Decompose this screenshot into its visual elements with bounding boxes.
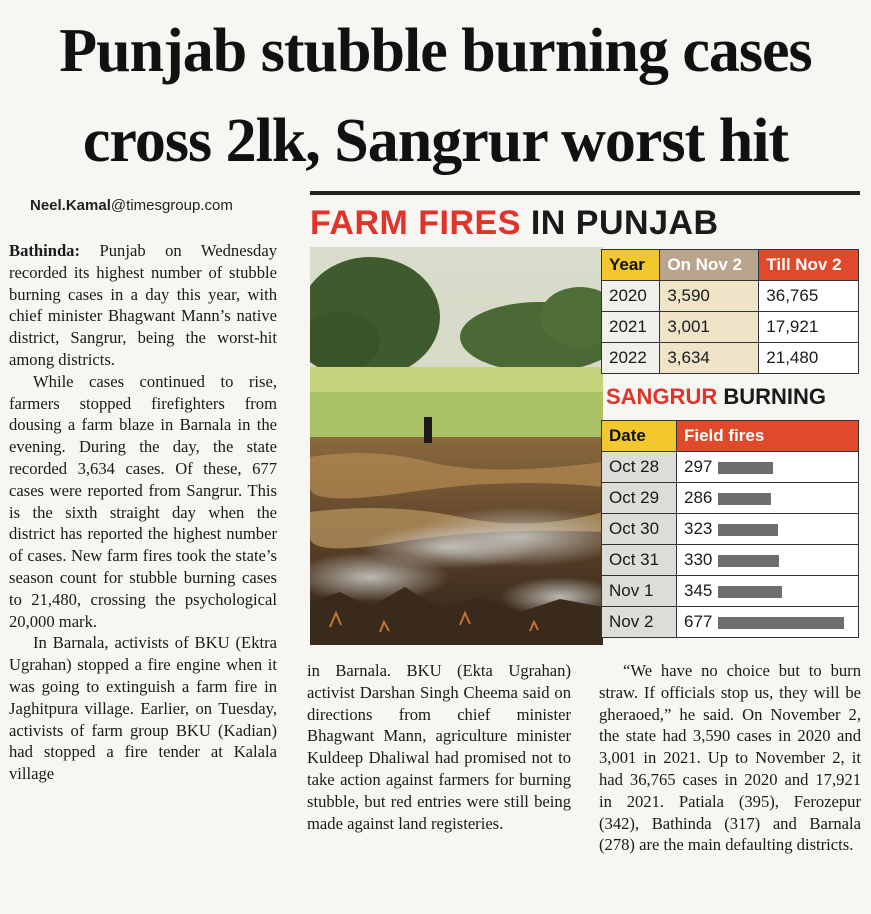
on-nov-2-cell: 3,001: [660, 312, 759, 343]
fires-bar: [718, 555, 779, 567]
graphic-title-black: IN PUNJAB: [530, 204, 719, 242]
dateline: Bathinda:: [9, 241, 81, 260]
byline-name: Neel.Kamal: [30, 197, 111, 214]
fires-value: 330: [684, 550, 713, 569]
fires-cell: [677, 483, 859, 514]
fires-cell: [677, 452, 859, 483]
fires-bar: [718, 617, 844, 629]
till-nov-2-cell: 17,921: [759, 312, 859, 343]
year-cell: 2020: [602, 281, 660, 312]
fires-bar: [718, 493, 771, 505]
fires-value: 345: [684, 581, 713, 600]
sangrur-subtitle: [606, 384, 826, 410]
table-row: [602, 312, 859, 343]
graphic-title: [310, 203, 719, 243]
table-row: [602, 545, 859, 576]
headline-line-1: Punjab stubble burning cases: [59, 17, 812, 85]
till-nov-2-cell: 36,765: [759, 281, 859, 312]
paragraph-1-text: Punjab on Wednesday recorded its highest number of stubble burning cases in a day this year, with chief minister Bhagwant Mann’s native district, Sangrur, being the worst-hit among districts.: [9, 241, 277, 369]
table-row: [602, 483, 859, 514]
year-cell: 2021: [602, 312, 660, 343]
fire-cases-table-header: [602, 250, 859, 281]
fires-value: 297: [684, 457, 713, 476]
graphic-top-rule: [310, 191, 860, 195]
article-paragraph-4: in Barnala. BKU (Ekta Ugrahan) activist Darshan Singh Cheema said on directions from chief minister Bhagwant Mann, agriculture minister Kuldeep Dhaliwal had promised not to take action against farmers for burning stubble, but red entries were still being made against land registeries.: [307, 661, 571, 833]
header-till-nov-2: Till Nov 2: [759, 250, 859, 281]
table-row: [602, 281, 859, 312]
date-cell: Oct 29: [602, 483, 677, 514]
table-row: [602, 576, 859, 607]
article-column-2: [307, 660, 571, 834]
table-row: [602, 343, 859, 374]
byline-domain: @timesgroup.com: [110, 197, 233, 214]
fires-value: 677: [684, 612, 713, 631]
on-nov-2-cell: 3,590: [660, 281, 759, 312]
subtitle-red: SANGRUR: [606, 384, 718, 409]
fire-cases-table: [601, 249, 859, 374]
fires-bar: [718, 586, 782, 598]
headline-line-2: cross 2lk, Sangrur worst hit: [82, 107, 789, 175]
header-field-fires: Field fires: [677, 421, 859, 452]
header-on-nov-2: On Nov 2: [660, 250, 759, 281]
farm-fire-photo-image: [310, 247, 603, 645]
graphic-title-red: FARM FIRES: [310, 204, 521, 242]
date-cell: Nov 1: [602, 576, 677, 607]
sangrur-table-header: [602, 421, 859, 452]
fires-cell: [677, 576, 859, 607]
table-row: [602, 607, 859, 638]
table-row: [602, 514, 859, 545]
date-cell: Oct 28: [602, 452, 677, 483]
fires-cell: [677, 545, 859, 576]
byline: [30, 197, 233, 214]
article-paragraph-5: “We have no choice but to burn straw. If officials stop us, they will be gheraoed,” he said. On November 2, the state had 3,590 cases in 2020 and 3,001 in 2021. Up to November 2, it had 36,765 cases in 2020 and 17,921 in 2021. Patiala (395), Ferozepur (342), Bathinda (317) and Barnala (278) are the main defaulting districts.: [599, 661, 861, 855]
table-row: [602, 452, 859, 483]
article-column-3: [599, 660, 861, 856]
date-cell: Nov 2: [602, 607, 677, 638]
article-paragraph-2: While cases continued to rise, farmers stopped firefighters from dousing a farm blaze in Barnala in the evening. During the day, the state recorded 3,634 cases. Of these, 677 cases were reported from Sangrur. This is the sixth straight day when the district has reported the highest number of cases. New farm fires took the state’s season count for stubble burning cases to 21,480, crossing the psychological 20,000 mark.: [9, 371, 277, 631]
fires-cell: [677, 607, 859, 638]
header-date: Date: [602, 421, 677, 452]
subtitle-black: BURNING: [723, 384, 827, 409]
farm-fire-photo: [310, 247, 603, 645]
article-paragraph-1: [9, 240, 277, 371]
sangrur-field-fires-table: [601, 420, 859, 638]
on-nov-2-cell: 3,634: [660, 343, 759, 374]
fires-value: 286: [684, 488, 713, 507]
fires-cell: [677, 514, 859, 545]
date-cell: Oct 30: [602, 514, 677, 545]
headline: [0, 6, 871, 186]
fires-value: 323: [684, 519, 713, 538]
date-cell: Oct 31: [602, 545, 677, 576]
till-nov-2-cell: 21,480: [759, 343, 859, 374]
article-column-1: [9, 240, 277, 785]
fires-bar: [718, 524, 778, 536]
fires-bar: [718, 462, 773, 474]
article-paragraph-3: In Barnala, activists of BKU (Ektra Ugrahan) stopped a fire engine when it was going to extinguish a farm fire in Jaghitpura village. Earlier, on Tuesday, activists of farm group BKU (Kadian) had stopped a fire tender at Kalala village: [9, 633, 277, 784]
year-cell: 2022: [602, 343, 660, 374]
header-year: Year: [602, 250, 660, 281]
